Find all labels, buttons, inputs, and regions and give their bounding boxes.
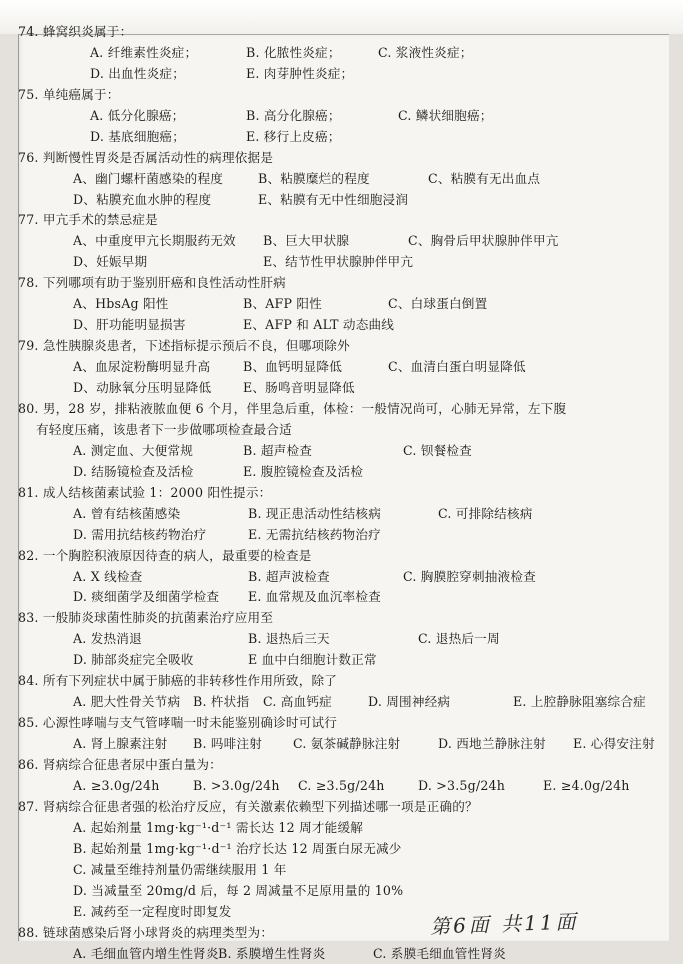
option-row	[18, 43, 646, 64]
option-row	[18, 64, 646, 85]
answer-option: D. 出血性炎症；	[90, 64, 185, 85]
answer-option: E、肠鸣音明显降低	[243, 378, 355, 399]
answer-option: B、血钙明显降低	[243, 357, 342, 378]
answer-option: E. 血常规及血沉率检查	[248, 587, 381, 608]
option-row	[18, 378, 646, 399]
option-row	[18, 504, 646, 525]
question-81	[18, 483, 646, 546]
question-80	[18, 399, 646, 483]
question-stem: 84. 所有下列症状中属于肺癌的非转移性作用所致，除了	[18, 671, 646, 692]
answer-option: E、AFP 和 ALT 动态曲线	[243, 315, 394, 336]
option-row	[18, 315, 646, 336]
answer-option: E. 肉芽肿性炎症；	[246, 64, 353, 85]
answer-option: A. X 线检查	[73, 567, 142, 588]
answer-option: C. 减量至维持剂量仍需继续服用 1 年	[73, 860, 287, 881]
answer-option: E、结节性甲状腺肿伴甲亢	[263, 252, 413, 273]
answer-option: A、血尿淀粉酶明显升高	[73, 357, 210, 378]
option-row	[18, 252, 646, 273]
answer-option: D. 西地兰静脉注射	[438, 734, 546, 755]
question-stem: 83. 一般肺炎球菌性肺炎的抗菌素治疗应用至	[18, 608, 646, 629]
answer-option: D. 痰细菌学及细菌学检查	[73, 587, 219, 608]
question-stem: 78. 下列哪项有助于鉴别肝癌和良性活动性肝病	[18, 273, 646, 294]
option-row	[18, 860, 646, 881]
question-87	[18, 797, 646, 923]
answer-option: D. 肺部炎症完全吸收	[73, 650, 194, 671]
question-76	[18, 148, 646, 211]
answer-option: B、巨大甲状腺	[263, 231, 349, 252]
question-stem: 87. 肾病综合征患者强的松治疗反应，有关激素依赖型下列描述哪一项是正确的？	[18, 797, 646, 818]
answer-option: C. 高血钙症	[263, 692, 332, 713]
question-stem: 85. 心源性哮喘与支气管哮喘一时未能鉴别确诊时可试行	[18, 713, 646, 734]
answer-option: C. 胸膜腔穿刺抽液检查	[403, 567, 536, 588]
answer-option: C、白球蛋白倒置	[388, 294, 487, 315]
option-row	[18, 818, 646, 839]
answer-option: D、妊娠早期	[73, 252, 147, 273]
answer-option: A. 曾有结核菌感染	[73, 504, 180, 525]
question-82	[18, 546, 646, 609]
answer-option: E. 腹腔镜检查及活检	[243, 462, 363, 483]
answer-option: D. 周围神经病	[368, 692, 450, 713]
option-row	[18, 629, 646, 650]
option-row	[18, 106, 646, 127]
option-row	[18, 169, 646, 190]
question-stem: 76. 判断慢性胃炎是否属活动性的病理依据是	[18, 148, 646, 169]
answer-option: A、HbsAg 阳性	[73, 294, 169, 315]
question-stem: 86. 肾病综合征患者尿中蛋白量为：	[18, 755, 646, 776]
answer-option: D. 基底细胞癌；	[90, 127, 185, 148]
answer-option: E、粘膜有无中性细胞浸润	[258, 190, 408, 211]
option-row	[18, 881, 646, 902]
question-stem-continued: 有轻度压痛，该患者下一步做哪项检查最合适	[18, 420, 646, 441]
question-stem: 79. 急性胰腺炎患者，下述指标提示预后不良，但哪项除外	[18, 336, 646, 357]
answer-option: C、胸骨后甲状腺肿伴甲亢	[408, 231, 559, 252]
answer-option: C. 氨茶碱静脉注射	[293, 734, 400, 755]
option-row	[18, 839, 646, 860]
question-86	[18, 755, 646, 797]
answer-option: A. 测定血、大便常规	[73, 441, 193, 462]
answer-option: D. 结肠镜检查及活检	[73, 462, 194, 483]
answer-option: D. >3.5g/24h	[418, 776, 505, 797]
answer-option: B. 起始剂量 1mg·kg⁻¹·d⁻¹ 治疗长达 12 周蛋白尿无减少	[73, 839, 402, 860]
answer-option: D. 当减量至 20mg/d 后，每 2 周减量不足原用量的 10%	[73, 881, 403, 902]
option-row	[18, 357, 646, 378]
option-row	[18, 127, 646, 148]
question-stem: 80. 男，28 岁，排粘液脓血便 6 个月，伴里急后重，体检：一般情况尚可，心肺无异常，左下腹	[18, 399, 646, 420]
answer-option: C. 钡餐检查	[403, 441, 472, 462]
answer-option: E. 上腔静脉阻塞综合症	[513, 692, 646, 713]
answer-option: B. 超声波检查	[248, 567, 330, 588]
option-row	[18, 734, 646, 755]
question-79	[18, 336, 646, 399]
answer-option: A、幽门螺杆菌感染的程度	[73, 169, 223, 190]
question-74	[18, 22, 646, 85]
question-stem: 88. 链球菌感染后肾小球肾炎的病理类型为：	[18, 923, 646, 944]
answer-option: D、动脉氧分压明显降低	[73, 378, 211, 399]
question-stem: 81. 成人结核菌素试验 1：2000 阳性提示：	[18, 483, 646, 504]
answer-option: B. 吗啡注射	[193, 734, 262, 755]
option-row	[18, 294, 646, 315]
answer-option: C. 系膜毛细血管性肾炎	[373, 944, 506, 964]
answer-option: A. 发热消退	[73, 629, 142, 650]
option-row	[18, 441, 646, 462]
answer-option: C、血清白蛋白明显降低	[388, 357, 526, 378]
question-78	[18, 273, 646, 336]
answer-option: B. >3.0g/24h	[193, 776, 280, 797]
option-row	[18, 692, 646, 713]
answer-option: C、粘膜有无出血点	[428, 169, 540, 190]
question-85	[18, 713, 646, 755]
option-row	[18, 462, 646, 483]
question-stem: 77. 甲亢手术的禁忌症是	[18, 210, 646, 231]
page-number-handwritten: 第6面 共11面	[430, 905, 579, 939]
answer-option: B. 系膜增生性肾炎	[218, 944, 325, 964]
option-row	[18, 944, 646, 964]
answer-option: B. 高分化腺癌；	[246, 106, 341, 127]
answer-option: A. 毛细血管内增生性肾炎	[73, 944, 219, 964]
question-84	[18, 671, 646, 713]
answer-option: C. 可排除结核病	[438, 504, 533, 525]
question-stem: 74. 蜂窝织炎属于：	[18, 22, 646, 43]
answer-option: E. 移行上皮癌；	[246, 127, 341, 148]
option-row	[18, 231, 646, 252]
option-row	[18, 525, 646, 546]
answer-option: B. 退热后三天	[248, 629, 330, 650]
option-row	[18, 567, 646, 588]
question-83	[18, 608, 646, 671]
answer-option: D、肝功能明显损害	[73, 315, 186, 336]
answer-option: B、AFP 阳性	[243, 294, 322, 315]
answer-option: E 血中白细胞计数正常	[248, 650, 377, 671]
answer-option: E. 无需抗结核药物治疗	[248, 525, 381, 546]
answer-option: E. 减药至一定程度时即复发	[73, 902, 232, 923]
answer-option: A、中重度甲亢长期服药无效	[73, 231, 236, 252]
question-stem: 82. 一个胸腔积液原因待查的病人，最重要的检查是	[18, 546, 646, 567]
answer-option: D. 需用抗结核药物治疗	[73, 525, 206, 546]
answer-option: C. 退热后一周	[418, 629, 500, 650]
question-list	[18, 22, 646, 964]
answer-option: B、粘膜糜烂的程度	[258, 169, 370, 190]
answer-option: A. 肾上腺素注射	[73, 734, 167, 755]
answer-option: C. 鳞状细胞癌；	[398, 106, 493, 127]
answer-option: C. 浆液性炎症；	[378, 43, 473, 64]
answer-option: B. 超声检查	[243, 441, 312, 462]
answer-option: A. 纤维素性炎症；	[90, 43, 197, 64]
question-75	[18, 85, 646, 148]
answer-option: E. ≥4.0g/24h	[543, 776, 630, 797]
option-row	[18, 776, 646, 797]
answer-option: A. 起始剂量 1mg·kg⁻¹·d⁻¹ 需长达 12 周才能缓解	[73, 818, 363, 839]
answer-option: A. 低分化腺癌；	[90, 106, 184, 127]
answer-option: E. 心得安注射	[573, 734, 655, 755]
answer-option: C. ≥3.5g/24h	[298, 776, 385, 797]
question-77	[18, 210, 646, 273]
option-row	[18, 650, 646, 671]
option-row	[18, 587, 646, 608]
answer-option: A. ≥3.0g/24h	[73, 776, 160, 797]
answer-option: A. 肥大性骨关节病	[73, 692, 180, 713]
answer-option: D、粘膜充血水肿的程度	[73, 190, 211, 211]
answer-option: B. 现正患活动性结核病	[248, 504, 381, 525]
answer-option: B. 化脓性炎症；	[246, 43, 341, 64]
answer-option: B. 杵状指	[193, 692, 249, 713]
question-stem: 75. 单纯癌属于：	[18, 85, 646, 106]
option-row	[18, 190, 646, 211]
